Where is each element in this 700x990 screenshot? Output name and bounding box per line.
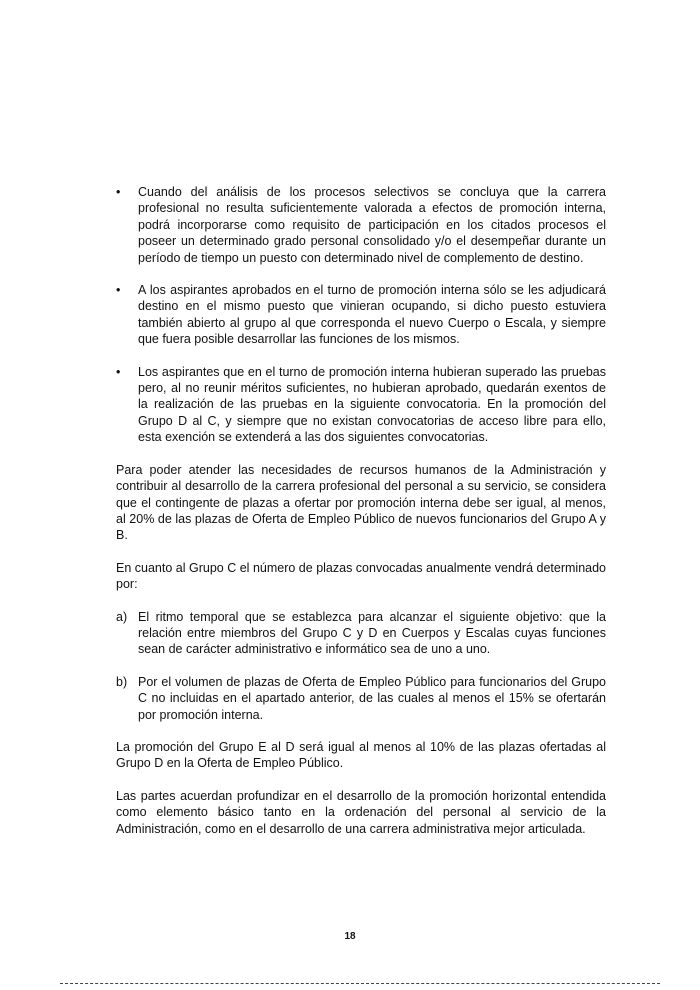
list-marker: b)	[116, 674, 128, 689]
bullet-item	[116, 184, 606, 266]
footer-divider	[60, 983, 660, 984]
list-marker: a)	[116, 609, 128, 624]
bullet-text: Los aspirantes que en el turno de promoción interna hubieran superado las pruebas pero, al no reunir méritos suficientes, no hubieran aprobado, quedarán exentos de la realización de las pruebas en la siguiente convocatoria. En la promoción del Grupo D al C, y siempre que no existan convocatorias de acceso libre para ello, esta exención se extenderá a las dos siguientes convocatorias.	[138, 364, 606, 445]
list-item	[116, 609, 606, 658]
paragraph-promotion-quota: Para poder atender las necesidades de recursos humanos de la Administración y contribuir al desarrollo de la carrera profesional del personal a su servicio, se considera que el contingente de plazas a ofertar por promoción interna debe ser igual, al menos, al 20% de las plazas de Oferta de Empleo Público de nuevos funcionarios del Grupo A y B.	[116, 462, 606, 543]
list-item	[116, 674, 606, 723]
paragraph-horizontal-promotion: Las partes acuerdan profundizar en el desarrollo de la promoción horizontal entendida como elemento básico tanto en la ordenación del personal al servicio de la Administración, como en el desarrollo de una carrera administrativa mejor articulada.	[116, 788, 606, 836]
bullet-text: Cuando del análisis de los procesos selectivos se concluya que la carrera profesional no resulta suficientemente valorada a efectos de promoción interna, podrá incorporarse como requisito de participación en los citados procesos el poseer un determinado grado personal consolidado y/o el desempeñar durante un período de tiempo un puesto con determinado nivel de complemento de destino.	[138, 185, 606, 265]
bullet-icon: •	[116, 185, 121, 199]
page-number: 18	[344, 931, 356, 942]
document-body	[116, 184, 606, 853]
bullet-item	[116, 364, 606, 446]
bullet-icon: •	[116, 364, 121, 379]
bullet-text: A los aspirantes aprobados en el turno de promoción interna sólo se les adjudicará destino en el mismo puesto que vinieran ocupando, si dicho puesto estuviera también abierto al grupo al que corresponda el nuevo Cuerpo o Escala, y siempre que fuera posible desarrollar las funciones de los mismos.	[138, 283, 606, 347]
bullet-icon: •	[116, 283, 121, 298]
bullet-item	[116, 282, 606, 348]
paragraph-group-c-intro: En cuanto al Grupo C el número de plazas convocadas anualmente vendrá determinado por:	[116, 560, 606, 592]
list-text: Por el volumen de plazas de Oferta de Empleo Público para funcionarios del Grupo C no incluidas en el apartado anterior, de las cuales al menos el 15% se ofertarán por promoción interna.	[138, 674, 606, 722]
paragraph-group-e-promotion: La promoción del Grupo E al D será igual al menos al 10% de las plazas ofertadas al Grupo D en la Oferta de Empleo Público.	[116, 739, 606, 771]
list-text: El ritmo temporal que se establezca para alcanzar el siguiente objetivo: que la relación entre miembros del Grupo C y D en Cuerpos y Escalas cuyas funciones sean de carácter administrativo e informático sea de uno a uno.	[138, 609, 606, 657]
